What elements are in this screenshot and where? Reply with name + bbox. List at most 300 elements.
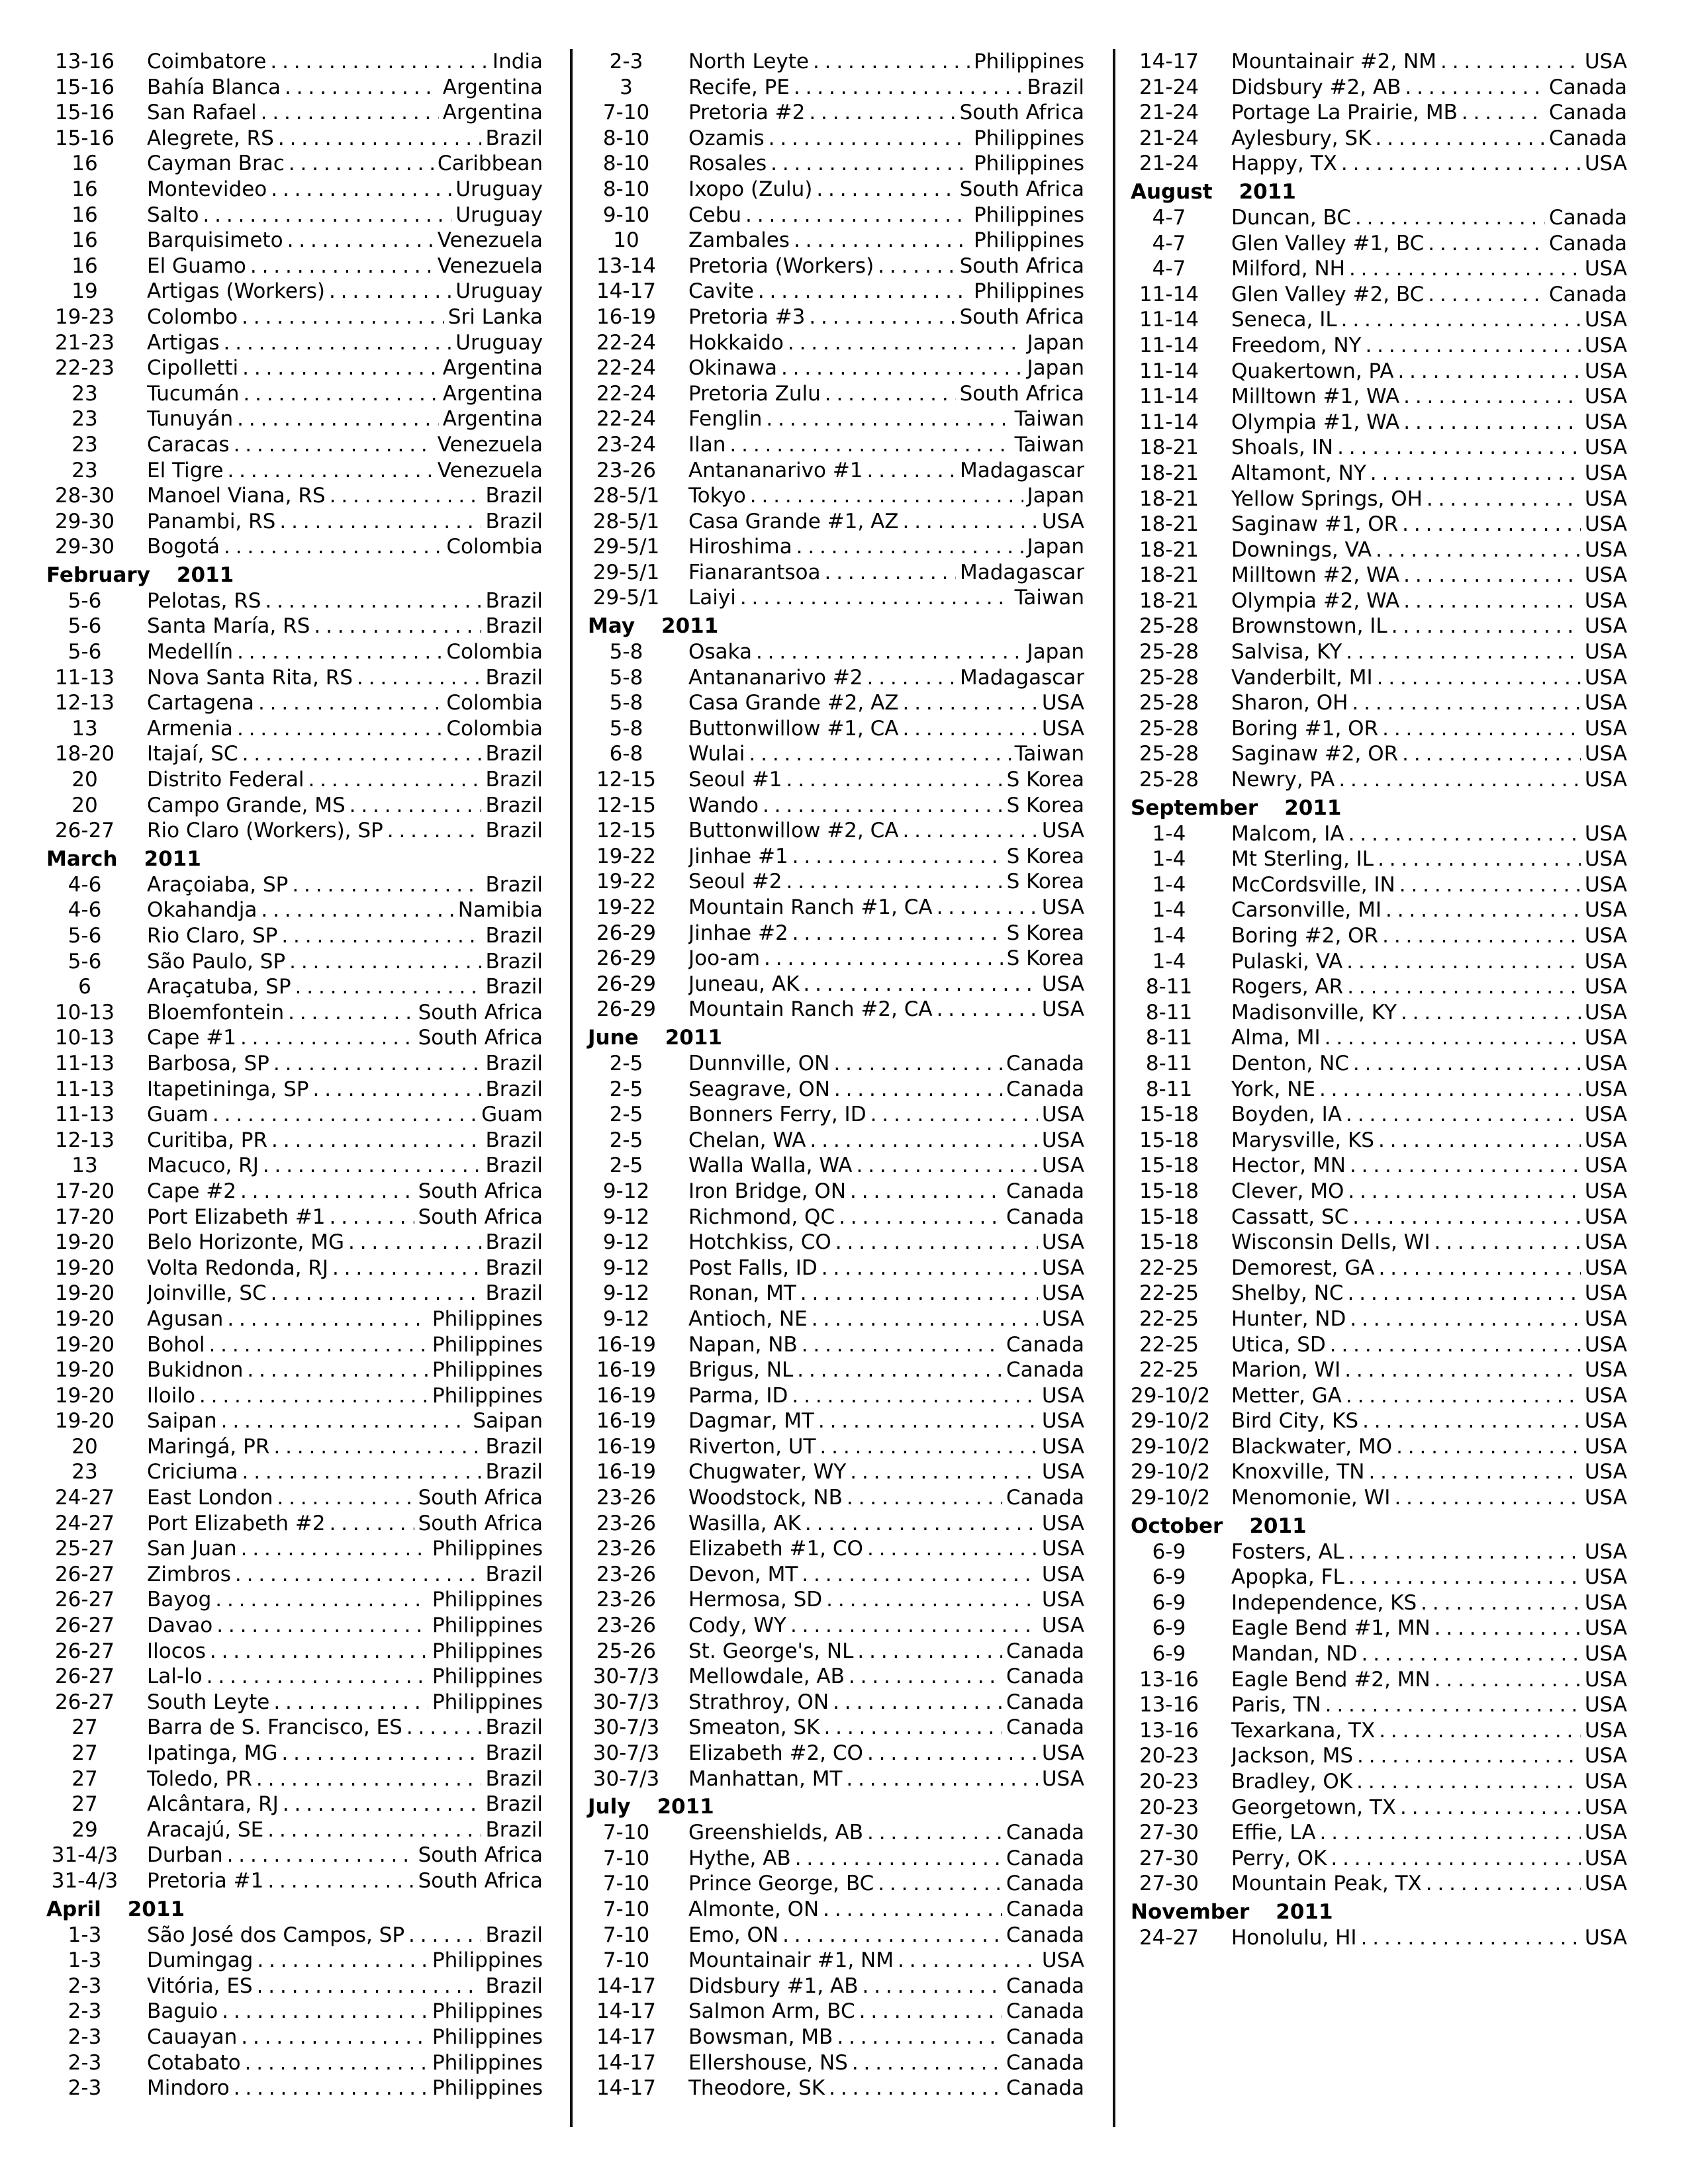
event-line	[147, 1332, 543, 1358]
event-date: 23-26	[596, 458, 657, 482]
event-country: Philippines	[432, 1306, 543, 1331]
event-date: 8-10	[602, 126, 650, 150]
event-date: 22-24	[596, 330, 657, 355]
dot-leader	[1352, 690, 1580, 716]
event-line	[1231, 1769, 1627, 1795]
event-line	[147, 818, 543, 844]
event-line	[147, 177, 543, 203]
event-country: Japan	[1027, 330, 1084, 355]
event-location: Santa María, RS	[147, 614, 310, 639]
dot-leader	[1362, 1408, 1581, 1434]
event-row	[46, 1306, 543, 1332]
event-line	[1231, 1743, 1627, 1769]
event-row	[1131, 256, 1627, 282]
event-country: Brazil	[485, 1460, 543, 1484]
event-line	[1231, 307, 1627, 333]
event-country: USA	[1584, 1154, 1627, 1178]
event-row	[588, 458, 1084, 484]
dot-leader	[812, 1306, 1038, 1332]
event-location: Durban	[147, 1843, 223, 1868]
event-row	[1131, 1153, 1627, 1179]
dot-leader	[1405, 75, 1545, 101]
event-country: Taiwan	[1014, 407, 1084, 432]
event-location: Denton, NC	[1231, 1051, 1349, 1075]
event-line	[147, 1485, 543, 1511]
dot-leader	[227, 458, 433, 484]
event-line	[688, 1051, 1084, 1077]
event-line	[1231, 897, 1627, 923]
event-location: Pulaski, VA	[1231, 949, 1343, 974]
event-date: 25-28	[1139, 665, 1199, 690]
event-date: 9-12	[602, 1306, 650, 1331]
event-location: Olympia #1, WA	[1231, 410, 1400, 434]
event-country: Brazil	[485, 126, 543, 150]
event-date: 16-19	[596, 1358, 657, 1383]
event-row	[1131, 1485, 1627, 1511]
event-country: Uruguay	[455, 330, 543, 355]
event-country: South Africa	[418, 1000, 543, 1024]
event-country: Brazil	[485, 742, 543, 766]
event-line	[688, 665, 1084, 691]
dot-leader	[903, 690, 1038, 716]
month-year: 2011	[1276, 1899, 1333, 1924]
event-country: USA	[1584, 1565, 1627, 1590]
dot-leader	[818, 1408, 1038, 1434]
event-line	[688, 741, 1084, 767]
event-location: Alcântara, RJ	[147, 1792, 279, 1817]
event-line	[1231, 974, 1627, 1000]
event-line	[147, 639, 543, 665]
event-location: Mt Sterling, IL	[1231, 847, 1374, 872]
event-country: S Korea	[1006, 768, 1084, 792]
dot-leader	[878, 1871, 1002, 1897]
event-line	[147, 228, 543, 253]
event-location: Barra de S. Francisco, ES	[147, 1715, 402, 1740]
event-date: 5-6	[68, 640, 102, 664]
event-date: 22-25	[1139, 1358, 1199, 1383]
event-row	[588, 126, 1084, 152]
event-country: USA	[1041, 1383, 1084, 1408]
event-row	[588, 1999, 1084, 2025]
event-location: Bayog	[147, 1588, 212, 1612]
event-row	[588, 1255, 1084, 1281]
event-location: Saginaw #1, OR	[1231, 512, 1399, 537]
dot-leader	[803, 972, 1037, 997]
dot-leader	[292, 872, 481, 898]
event-location: Mountainair #2, NM	[1231, 50, 1436, 73]
dot-leader	[794, 228, 970, 253]
event-country: South Africa	[418, 1511, 543, 1535]
event-country: Brazil	[1027, 75, 1084, 99]
event-country: USA	[1584, 1693, 1627, 1717]
event-date: 9-10	[602, 203, 650, 227]
event-date: 2-3	[68, 2025, 102, 2049]
event-date: 2-5	[609, 1154, 643, 1178]
event-date: 11-14	[1139, 410, 1199, 434]
month-heading	[1131, 177, 1627, 205]
dot-leader	[786, 869, 1003, 895]
event-country: Canada	[1006, 1179, 1084, 1203]
event-row	[1131, 923, 1627, 949]
event-country: Canada	[1006, 1077, 1084, 1101]
event-row	[46, 1408, 543, 1434]
event-location: Joinville, SC	[147, 1281, 267, 1306]
event-location: McCordsville, IN	[1231, 872, 1395, 897]
month-name: June	[588, 1025, 639, 1050]
event-line	[147, 1434, 543, 1460]
event-row	[1131, 307, 1627, 333]
event-row	[588, 483, 1084, 509]
event-row	[46, 1562, 543, 1588]
dot-leader	[1428, 282, 1545, 308]
event-country: Canada	[1549, 126, 1627, 150]
dot-leader	[1426, 1871, 1581, 1897]
dot-leader	[271, 1281, 482, 1306]
event-row	[46, 151, 543, 177]
event-country: Venezuela	[437, 228, 543, 253]
event-date: 22-24	[596, 407, 657, 432]
event-location: Effie, LA	[1231, 1821, 1316, 1845]
event-line	[688, 844, 1084, 870]
event-country: Brazil	[485, 1281, 543, 1306]
event-line	[147, 509, 543, 535]
event-date: 2-3	[68, 1999, 102, 2024]
dot-leader	[241, 1536, 428, 1562]
event-date: 13	[71, 716, 98, 741]
event-date: 1-4	[1152, 847, 1186, 872]
event-line	[1231, 1255, 1627, 1281]
event-country: USA	[1041, 1281, 1084, 1306]
month-heading	[46, 1894, 543, 1923]
event-line	[1231, 1281, 1627, 1306]
event-country: Brazil	[485, 1255, 543, 1280]
event-line	[147, 716, 543, 742]
event-country: Philippines	[432, 1383, 543, 1408]
event-row	[46, 2075, 543, 2101]
dot-leader	[267, 1817, 481, 1843]
dot-leader	[1403, 410, 1581, 435]
event-line	[147, 203, 543, 228]
event-date: 20-23	[1139, 1744, 1199, 1768]
event-date: 29	[71, 1817, 98, 1842]
event-country: USA	[1584, 1383, 1627, 1408]
event-country: South Africa	[418, 1205, 543, 1229]
event-row	[1131, 333, 1627, 359]
event-location: Walla Walla, WA	[688, 1154, 853, 1178]
event-line	[147, 1408, 543, 1434]
event-country: USA	[1584, 308, 1627, 332]
event-line	[688, 1077, 1084, 1103]
event-row	[46, 203, 543, 228]
event-date: 30-7/3	[592, 1766, 660, 1791]
event-location: Eagle Bend #1, MN	[1231, 1616, 1430, 1641]
event-country: Philippines	[432, 1588, 543, 1612]
event-row	[46, 1077, 543, 1103]
event-country: Canada	[1006, 1999, 1084, 2024]
event-line	[688, 767, 1084, 793]
event-country: USA	[1041, 972, 1084, 996]
dot-leader	[847, 1485, 1002, 1511]
dot-leader	[1361, 1925, 1581, 1951]
event-row	[588, 1639, 1084, 1664]
event-line	[147, 279, 543, 304]
event-line	[147, 1974, 543, 1999]
dot-leader	[215, 1587, 428, 1613]
event-row	[588, 1897, 1084, 1923]
dot-leader	[387, 818, 482, 844]
event-row	[588, 75, 1084, 101]
dot-leader	[1341, 307, 1581, 333]
event-line	[688, 716, 1084, 742]
event-row	[1131, 872, 1627, 898]
event-date: 25-28	[1139, 742, 1199, 766]
event-date: 11-13	[54, 1051, 115, 1075]
dot-leader	[1349, 256, 1581, 282]
event-line	[1231, 872, 1627, 898]
event-date: 15-18	[1139, 1154, 1199, 1178]
event-location: Boyden, IA	[1231, 1103, 1342, 1127]
event-date: 9-12	[602, 1281, 650, 1306]
event-country: Madagascar	[959, 560, 1084, 584]
event-line	[688, 1974, 1084, 1999]
event-country: USA	[1584, 1358, 1627, 1383]
event-row	[46, 639, 543, 665]
event-country: Brazil	[485, 1792, 543, 1817]
dot-leader	[273, 1690, 428, 1715]
event-date: 26-29	[596, 972, 657, 996]
event-country: Argentina	[442, 407, 543, 432]
event-location: Barquisimeto	[147, 228, 283, 253]
event-date: 19-20	[54, 1332, 115, 1357]
event-date: 22-25	[1139, 1255, 1199, 1280]
event-date: 11-13	[54, 1103, 115, 1127]
event-row	[46, 1843, 543, 1868]
event-row	[46, 432, 543, 458]
dot-leader	[846, 1766, 1037, 1792]
event-date: 9-12	[602, 1255, 650, 1280]
dot-leader	[256, 1766, 482, 1792]
event-date: 24-27	[1139, 1925, 1199, 1950]
event-line	[688, 49, 1084, 75]
dot-leader	[330, 483, 482, 509]
dot-leader	[287, 228, 434, 253]
event-country: S Korea	[1006, 793, 1084, 817]
event-location: Almonte, ON	[688, 1897, 820, 1921]
event-date: 1-4	[1152, 821, 1186, 846]
dot-leader	[1379, 1255, 1581, 1281]
event-row	[46, 1230, 543, 1255]
event-country: USA	[1041, 1588, 1084, 1612]
event-date: 9-12	[602, 1230, 650, 1255]
dot-leader	[902, 716, 1037, 742]
event-date: 28-30	[54, 484, 115, 508]
event-location: Alegrete, RS	[147, 126, 274, 150]
event-country: USA	[1584, 152, 1627, 176]
event-row	[1131, 151, 1627, 177]
event-row	[588, 203, 1084, 228]
event-date: 30-7/3	[592, 1690, 660, 1714]
event-location: Maringá, PR	[147, 1434, 270, 1459]
event-country: Brazil	[485, 484, 543, 508]
event-country: Canada	[1006, 2050, 1084, 2075]
dot-leader	[1370, 461, 1581, 486]
event-country: USA	[1584, 665, 1627, 690]
event-country: Argentina	[442, 101, 543, 125]
event-line	[147, 1000, 543, 1026]
event-location: Clever, MO	[1231, 1179, 1344, 1203]
event-date: 20	[71, 1434, 98, 1459]
event-row	[1131, 614, 1627, 639]
event-date: 7-10	[602, 1872, 650, 1896]
event-country: Canada	[1006, 1715, 1084, 1740]
event-location: El Tigre	[147, 458, 224, 482]
event-row	[588, 1179, 1084, 1205]
event-location: Emo, ON	[688, 1923, 779, 1947]
event-date: 5-8	[609, 640, 643, 664]
event-row	[588, 304, 1084, 330]
event-location: Distrito Federal	[147, 768, 305, 792]
event-date: 10-13	[54, 1026, 115, 1050]
event-row	[1131, 282, 1627, 308]
dot-leader	[1462, 100, 1545, 126]
month-year: 2011	[144, 846, 201, 871]
event-line	[1231, 1565, 1627, 1590]
event-date: 11-13	[54, 1077, 115, 1101]
dot-leader	[295, 974, 482, 1000]
event-location: Coimbatore	[147, 50, 267, 73]
event-country: Canada	[1549, 101, 1627, 125]
event-date: 5-8	[609, 665, 643, 690]
dot-leader	[250, 253, 434, 279]
event-country: USA	[1041, 509, 1084, 533]
schedule-column	[46, 49, 543, 2101]
dot-leader	[348, 1230, 481, 1255]
event-date: 26-27	[54, 1614, 115, 1638]
event-date: 27-30	[1139, 1872, 1199, 1896]
event-row	[1131, 75, 1627, 101]
event-date: 14-17	[596, 2025, 657, 2049]
event-country: USA	[1041, 1741, 1084, 1765]
event-location: Casa Grande #1, AZ	[688, 509, 899, 533]
event-country: South Africa	[959, 381, 1084, 406]
event-country: USA	[1584, 1846, 1627, 1870]
event-line	[1231, 100, 1627, 126]
event-location: Cassatt, SC	[1231, 1205, 1349, 1229]
dot-leader	[308, 767, 481, 793]
dot-leader	[227, 1306, 428, 1332]
event-date: 6-9	[1152, 1590, 1186, 1615]
event-location: Jinhae #1	[688, 844, 788, 868]
event-line	[688, 1179, 1084, 1205]
dot-leader	[221, 1408, 469, 1434]
event-row	[1131, 1459, 1627, 1485]
event-row	[46, 1434, 543, 1460]
dot-leader	[850, 1459, 1038, 1485]
month-heading	[588, 1792, 1084, 1820]
event-country: Taiwan	[1014, 586, 1084, 610]
event-row	[588, 895, 1084, 921]
dot-leader	[1337, 435, 1581, 461]
event-line	[147, 1281, 543, 1306]
event-country: Japan	[1027, 535, 1084, 559]
month-heading	[46, 560, 543, 588]
event-line	[1231, 1485, 1627, 1511]
event-date: 23-24	[596, 432, 657, 457]
event-date: 6-9	[1152, 1539, 1186, 1564]
event-line	[1231, 231, 1627, 257]
event-location: Milltown #2, WA	[1231, 563, 1400, 588]
month-name: July	[588, 1795, 631, 1819]
event-date: 27-30	[1139, 1821, 1199, 1845]
month-year: 2011	[661, 614, 719, 639]
event-country: USA	[1584, 1539, 1627, 1564]
event-date: 21-24	[1139, 152, 1199, 176]
event-date: 27	[71, 1741, 98, 1765]
event-location: Wisconsin Dells, WI	[1231, 1230, 1430, 1255]
event-row	[588, 1511, 1084, 1537]
event-line	[1231, 1434, 1627, 1460]
event-date: 16	[71, 203, 98, 227]
dot-leader	[1365, 333, 1580, 359]
event-line	[688, 483, 1084, 509]
event-row	[1131, 537, 1627, 563]
event-country: USA	[1584, 435, 1627, 460]
event-country: Philippines	[973, 203, 1084, 227]
event-row	[1131, 205, 1627, 231]
event-line	[688, 1306, 1084, 1332]
event-line	[147, 304, 543, 330]
event-row	[588, 2050, 1084, 2076]
event-line	[147, 1690, 543, 1715]
event-country: USA	[1584, 1642, 1627, 1666]
event-line	[688, 1383, 1084, 1409]
event-line	[688, 432, 1084, 458]
event-location: Theodore, SK	[688, 2076, 825, 2101]
event-date: 16-19	[596, 1332, 657, 1357]
event-line	[1231, 846, 1627, 872]
event-line	[688, 585, 1084, 611]
dot-leader	[1391, 614, 1581, 639]
event-row	[1131, 1077, 1627, 1103]
event-row	[1131, 767, 1627, 793]
event-date: 2-3	[68, 1974, 102, 1998]
event-location: Recife, PE	[688, 75, 790, 99]
event-country: USA	[1041, 1230, 1084, 1255]
event-country: USA	[1584, 359, 1627, 383]
event-line	[147, 151, 543, 177]
dot-leader	[816, 177, 955, 203]
month-year: 2011	[657, 1795, 714, 1819]
event-row	[1131, 1667, 1627, 1693]
event-location: Menomonie, WI	[1231, 1486, 1391, 1510]
event-location: North Leyte	[688, 50, 809, 73]
dot-leader	[810, 1128, 1038, 1154]
dot-leader	[288, 1000, 414, 1026]
event-country: USA	[1584, 1128, 1627, 1152]
event-date: 3	[620, 75, 633, 99]
event-country: Canada	[1006, 1664, 1084, 1689]
event-country: Brazil	[485, 1923, 543, 1947]
event-country: Brazil	[485, 509, 543, 533]
event-line	[1231, 1795, 1627, 1821]
event-location: Fianarantsoa	[688, 560, 821, 584]
event-line	[1231, 1667, 1627, 1693]
dot-leader	[261, 897, 453, 923]
dot-leader	[867, 665, 956, 691]
dot-leader	[790, 1613, 1038, 1639]
event-date: 23	[71, 432, 98, 457]
dot-leader	[857, 1153, 1038, 1179]
